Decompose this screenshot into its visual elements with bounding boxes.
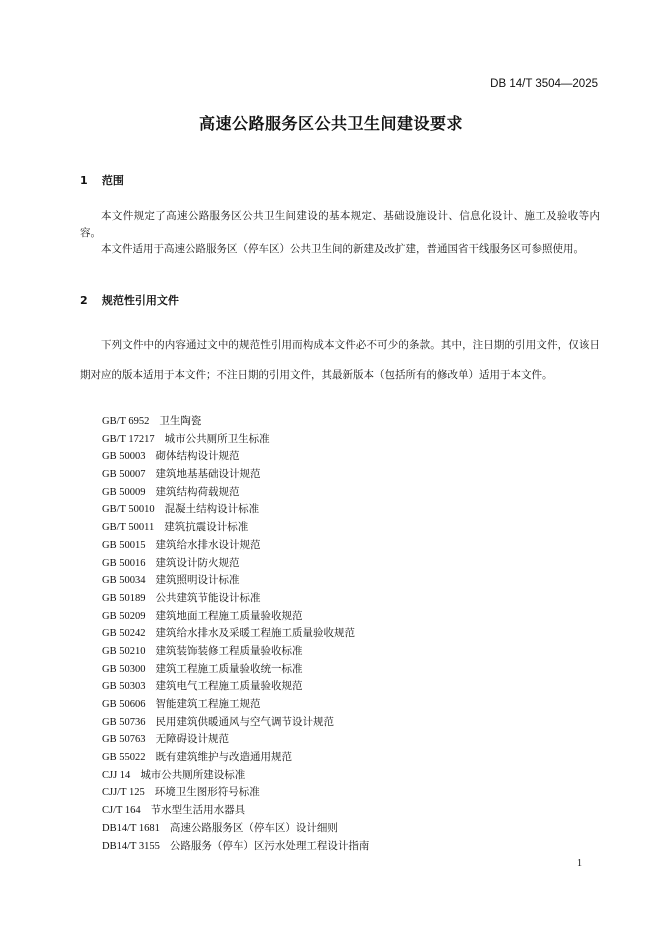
reference-code: GB 50209	[102, 610, 146, 622]
reference-code: GB 50210	[102, 645, 146, 657]
reference-title: 公共建筑节能设计标准	[155, 591, 261, 604]
reference-title: 建筑地面工程施工质量验收规范	[155, 609, 303, 622]
reference-code: GB 50034	[102, 575, 146, 587]
section-2-number: 2	[80, 294, 88, 307]
reference-title: 建筑电气工程施工质量验收规范	[155, 680, 303, 693]
reference-item	[102, 661, 369, 679]
reference-code: GB 55022	[102, 752, 146, 764]
reference-title: 无障碍设计规范	[155, 733, 229, 746]
reference-item	[102, 625, 369, 643]
reference-item	[102, 555, 369, 573]
reference-title: 公路服务（停车）区污水处理工程设计指南	[169, 839, 370, 852]
reference-title: 建筑工程施工质量验收统一标准	[155, 662, 303, 675]
reference-item	[102, 802, 369, 820]
reference-list	[102, 413, 369, 855]
reference-code: GB 50736	[102, 716, 146, 728]
section-1-title: 范围	[101, 174, 124, 187]
reference-item	[102, 749, 369, 767]
reference-code: GB/T 50010	[102, 504, 155, 516]
reference-item	[102, 519, 369, 537]
reference-code: GB 50303	[102, 681, 146, 693]
reference-item	[102, 413, 369, 431]
section-1-heading	[80, 172, 124, 188]
reference-item	[102, 696, 369, 714]
reference-title: 既有建筑维护与改造通用规范	[155, 751, 292, 764]
reference-item	[102, 643, 369, 661]
reference-item	[102, 466, 369, 484]
reference-item	[102, 731, 369, 749]
reference-item	[102, 767, 369, 785]
reference-code: GB 50606	[102, 699, 146, 710]
reference-item	[102, 714, 369, 732]
reference-code: GB 50015	[102, 539, 146, 551]
reference-title: 民用建筑供暖通风与空气调节设计规范	[155, 715, 334, 728]
reference-title: 建筑抗震设计标准	[164, 521, 249, 534]
section-1-number: 1	[80, 174, 88, 187]
reference-title: 砌体结构设计规范	[155, 450, 240, 463]
reference-title: 节水型生活用水器具	[150, 804, 246, 817]
reference-code: CJJ/T 125	[102, 787, 145, 799]
reference-title: 智能建筑工程施工规范	[155, 698, 261, 710]
reference-code: GB 50016	[102, 557, 146, 569]
reference-item	[102, 784, 369, 802]
reference-item	[102, 678, 369, 696]
reference-code: GB 50007	[102, 469, 146, 481]
reference-code: GB/T 6952	[102, 416, 150, 427]
reference-title: 卫生陶瓷	[159, 415, 202, 427]
reference-title: 建筑地基基础设计规范	[155, 468, 261, 481]
reference-code: GB 50003	[102, 451, 146, 463]
document-code: DB 14/T 3504—2025	[490, 78, 598, 90]
reference-title: 建筑装饰装修工程质量验收标准	[155, 644, 303, 657]
section-2-title: 规范性引用文件	[101, 294, 179, 307]
reference-title: 混凝土结构设计标准	[164, 503, 260, 516]
page-title: 高速公路服务区公共卫生间建设要求	[198, 114, 463, 133]
references-intro-paragraph: 下列文件中的内容通过文中的规范性引用而构成本文件必不可少的条款。其中，注日期的引用文件，仅该日期对应的版本适用于本文件；不注日期的引用文件，其最新版本（包括所有的修改单）适用于本文件。	[80, 339, 600, 381]
reference-code: CJ/T 164	[102, 805, 141, 817]
reference-code: GB 50009	[102, 486, 146, 498]
reference-item	[102, 484, 369, 502]
reference-code: GB 50242	[102, 628, 146, 640]
reference-item	[102, 448, 369, 466]
reference-title: 高速公路服务区（停车区）设计细则	[169, 821, 338, 834]
reference-code: DB14/T 3155	[102, 840, 160, 852]
reference-code: CJJ 14	[102, 769, 131, 781]
reference-item	[102, 590, 369, 608]
reference-item	[102, 820, 369, 838]
reference-title: 建筑设计防火规范	[155, 556, 240, 569]
reference-item	[102, 431, 369, 449]
reference-item	[102, 572, 369, 590]
reference-code: GB 50763	[102, 734, 146, 746]
reference-code: GB/T 50011	[102, 522, 155, 534]
section-2-heading	[80, 292, 179, 308]
reference-code: DB14/T 1681	[102, 822, 160, 834]
reference-title: 城市公共厕所建设标准	[140, 768, 246, 781]
reference-title: 环境卫生图形符号标准	[154, 786, 260, 799]
reference-title: 建筑给水排水设计规范	[155, 538, 261, 551]
reference-item	[102, 838, 369, 856]
page-number: 1	[577, 858, 582, 869]
reference-title: 建筑结构荷载规范	[155, 485, 240, 498]
reference-item	[102, 608, 369, 626]
reference-item	[102, 537, 369, 555]
reference-code: GB/T 17217	[102, 433, 155, 445]
reference-title: 城市公共厕所卫生标准	[164, 432, 270, 445]
reference-title: 建筑给水排水及采暖工程施工质量验收规范	[155, 627, 355, 640]
reference-code: GB 50189	[102, 592, 146, 604]
reference-title: 建筑照明设计标准	[155, 574, 240, 587]
scope-paragraph-2: 本文件适用于高速公路服务区（停车区）公共卫生间的新建及改扩建，普通国省干线服务区可参照使用。	[101, 243, 584, 255]
reference-code: GB 50300	[102, 663, 146, 675]
scope-paragraph-1: 本文件规定了高速公路服务区公共卫生间建设的基本规定、基础设施设计、信息化设计、施工及验收等内容。	[80, 210, 600, 239]
reference-item	[102, 501, 369, 519]
